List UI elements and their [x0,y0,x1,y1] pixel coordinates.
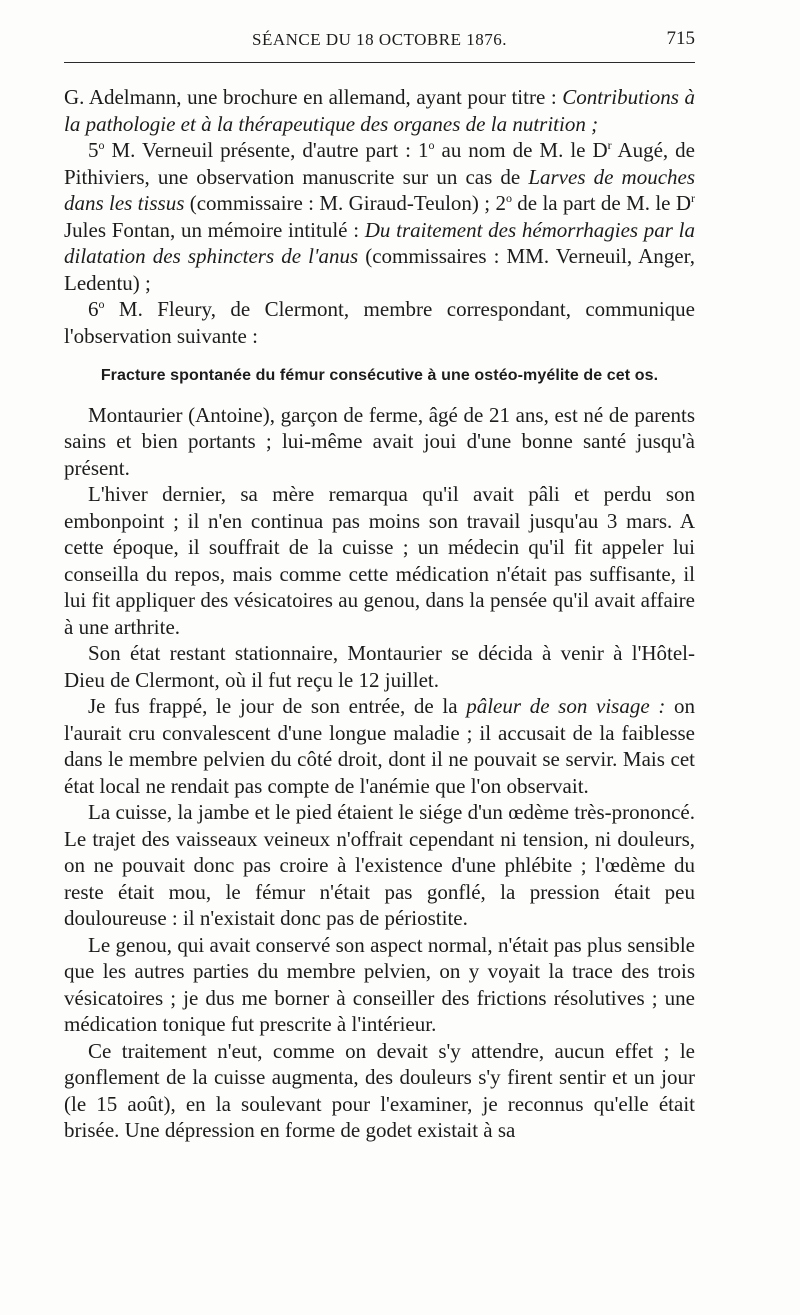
paragraph: Le genou, qui avait conservé son aspect normal, n'était pas plus sensible que les autres parties du membre pelvien, on y voyait la trace des trois vésicatoires ; je dus me borner à conseiller des frictions résolutives ; une médication tonique fut prescrite à l'intérieur. [64,932,695,1036]
paragraph: 5$^o$ M. Verneuil présente, d'autre part : 1$^o$ au nom de M. le $D^r$ Augé, de Pithiviers, une observation manuscrite sur un cas de Larves de mouches dans les tissus (commissaire : M. Giraud-Teulon) ; 2$^o$ de la part de M. le $D^r$ Jules Fontan, un mémoire intitulé : Du traitement des hémorrhagies par la dilatation des sphincters de l'anus (commissaires : MM. Verneuil, Anger, Ledentu) ; [64,138,696,295]
running-head: SÉANCE DU 18 OCTOBRE 1876. [252,30,507,49]
paragraph: Son état restant stationnaire, Montaurier se décida à venir à l'Hôtel-Dieu de Clermont, où il fut reçu le 12 juillet. [64,641,695,692]
paragraph: L'hiver dernier, sa mère remarqua qu'il avait pâli et perdu son embonpoint ; il n'en continua pas moins son travail jusqu'au 3 mars. A cette époque, il souffrait de la cuisse ; un médecin qu'il fit appeler lui conseilla du repos, mais comme cette médication n'était pas suffisante, il lui fit appliquer des vésicatoires au genou, dans la pensée qu'il avait affaire à une arthrite. [64,482,695,639]
paragraph: G. Adelmann, une brochure en allemand, ayant pour titre : Contributions à la pathologie et à la thérapeutique des organes de la nutrition ; [64,85,695,136]
paragraph: La cuisse, la jambe et le pied étaient le siége d'un œdème très-prononcé. Le trajet des vaisseaux veineux n'offrait cependant ni tension, ni douleurs, on ne pouvait donc pas croire à l'existence d'une phlébite ; l'œdème du reste était mou, le fémur n'était pas gonflé, la pression était peu douloureuse : il n'existait donc pas de périostite. [64,800,695,930]
body-text [64,84,695,1144]
paragraph: Ce traitement n'eut, comme on devait s'y attendre, aucun effet ; le gonflement de la cuisse augmenta, des douleurs s'y firent sentir et un jour (le 15 août), en la soulevant pour l'examiner, je reconnus qu'elle était brisée. Une dépression en forme de godet existait à sa [64,1038,695,1142]
paragraph: Montaurier (Antoine), garçon de ferme, âgé de 21 ans, est né de parents sains et bien portants ; lui-même avait joui d'une bonne santé jusqu'à présent. [64,402,695,480]
page-header [64,28,695,63]
page-number: 715 [666,28,695,49]
paragraph: 6$^o$ M. Fleury, de Clermont, membre correspondant, communique l'observation suivante : [64,297,695,348]
paragraph: Je fus frappé, le jour de son entrée, de la pâleur de son visage : on l'aurait cru convalescent d'une longue maladie ; il accusait de la faiblesse dans le membre pelvien du côté droit, dont il ne pouvait se servir. Mais cet état local ne rendait pas compte de l'anémie que l'on observait. [64,694,696,798]
section-heading: Fracture spontanée du fémur consécutive à une ostéo-myélite de cet os. [100,367,659,384]
